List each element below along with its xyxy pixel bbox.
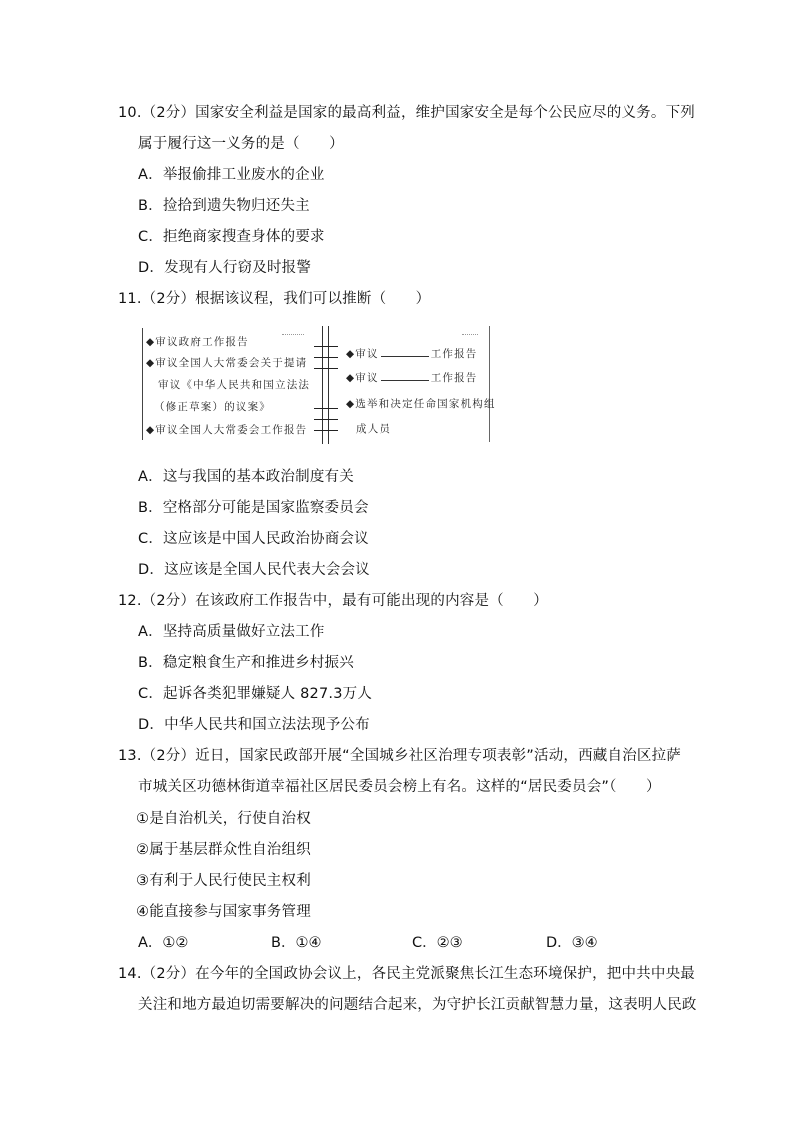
question-12-option-b: B．稳定粮食生产和推进乡村振兴 bbox=[138, 655, 354, 671]
binding-tick bbox=[314, 408, 338, 409]
question-12-option-c: C．起诉各类犯罪嫌疑人 827.3万人 bbox=[138, 686, 373, 702]
question-11-option-b: B．空格部分可能是国家监察委员会 bbox=[138, 500, 369, 516]
agenda-left-item-2-cont2: （修正草案）的议案》 bbox=[154, 401, 271, 413]
question-11-option-c: C．这应该是中国人民政治协商会议 bbox=[138, 531, 369, 547]
question-13-statement-1: ①是自治机关，行使自治权 bbox=[136, 811, 311, 827]
question-10-option-d: D．发现有人行窃及时报警 bbox=[138, 260, 312, 276]
agenda-figure bbox=[142, 326, 496, 444]
agenda-right-item-3-cont: 成人员 bbox=[356, 423, 392, 435]
blank-space bbox=[381, 371, 429, 381]
agenda-left-item-2: ◆审议全国人大常委会关于提请 bbox=[146, 357, 308, 369]
figure-left-border bbox=[142, 328, 143, 440]
agenda-right-item-2-prefix: ◆审议 bbox=[346, 372, 379, 384]
agenda-right-item-1 bbox=[346, 346, 478, 361]
question-10-stem: 10.（2分）国家安全利益是国家的最高利益，维护国家安全是每个公民应尽的义务。下列 bbox=[118, 105, 695, 121]
question-14-stem-cont: 关注和地方最迫切需要解决的问题结合起来，为守护长江贡献智慧力量，这表明人民政 bbox=[138, 997, 697, 1013]
question-10-option-a: A．举报偷排工业废水的企业 bbox=[138, 167, 325, 183]
question-13-statement-3: ③有利于人民行使民主权利 bbox=[136, 873, 311, 889]
binding-tick bbox=[314, 368, 338, 369]
binding-tick bbox=[314, 419, 338, 420]
question-13-statement-4: ④能直接参与国家事务管理 bbox=[136, 904, 311, 920]
agenda-right-item-1-suffix: 工作报告 bbox=[430, 348, 478, 360]
figure-dash bbox=[462, 334, 478, 336]
question-13-option-d: D．③④ bbox=[546, 935, 598, 951]
agenda-right-item-3: ◆选举和决定任命国家机构组 bbox=[346, 398, 496, 410]
question-14-stem: 14.（2分）在今年的全国政协会议上，各民主党派聚焦长江生态环境保护，把中共中央最 bbox=[118, 966, 695, 982]
agenda-left-item-2-cont: 审议《中华人民共和国立法法 bbox=[158, 379, 311, 391]
binding-tick bbox=[314, 357, 338, 358]
question-12-option-d: D．中华人民共和国立法法现予公布 bbox=[138, 717, 370, 733]
agenda-left-item-1: ◆审议政府工作报告 bbox=[146, 336, 249, 348]
agenda-right-item-2-suffix: 工作报告 bbox=[430, 372, 478, 384]
question-13-option-b: B．①④ bbox=[271, 935, 322, 951]
figure-right-border bbox=[489, 326, 490, 442]
binding-spine-line bbox=[322, 326, 323, 444]
agenda-left-item-3: ◆审议全国人大常委会工作报告 bbox=[146, 424, 308, 436]
binding-spine-line bbox=[328, 326, 329, 444]
question-10-stem-cont: 属于履行这一义务的是（ ） bbox=[138, 136, 344, 152]
agenda-right-item-1-prefix: ◆审议 bbox=[346, 348, 379, 360]
question-13-statement-2: ②属于基层群众性自治组织 bbox=[136, 842, 311, 858]
question-13-option-c: C．②③ bbox=[412, 935, 463, 951]
question-10-option-c: C．拒绝商家搜查身体的要求 bbox=[138, 229, 325, 245]
question-12-stem: 12.（2分）在该政府工作报告中，最有可能出现的内容是（ ） bbox=[118, 593, 548, 609]
blank-space bbox=[381, 347, 429, 357]
question-11-option-d: D．这应该是全国人民代表大会会议 bbox=[138, 562, 370, 578]
figure-dash bbox=[282, 334, 304, 336]
agenda-right-item-2 bbox=[346, 370, 478, 385]
question-13-option-a: A．①② bbox=[138, 935, 189, 951]
question-11-option-a: A．这与我国的基本政治制度有关 bbox=[138, 469, 354, 485]
question-11-stem: 11.（2分）根据该议程，我们可以推断（ ） bbox=[118, 291, 431, 307]
question-12-option-a: A．坚持高质量做好立法工作 bbox=[138, 624, 325, 640]
question-10-option-b: B．捡拾到遗失物归还失主 bbox=[138, 198, 310, 214]
binding-tick bbox=[314, 430, 338, 431]
question-13-stem-cont: 市城关区功德林街道幸福社区居民委员会榜上有名。这样的“居民委员会”（ ） bbox=[138, 779, 661, 795]
binding-tick bbox=[314, 346, 338, 347]
question-13-stem: 13.（2分）近日，国家民政部开展“全国城乡社区治理专项表彰”活动，西藏自治区拉萨 bbox=[118, 748, 682, 764]
